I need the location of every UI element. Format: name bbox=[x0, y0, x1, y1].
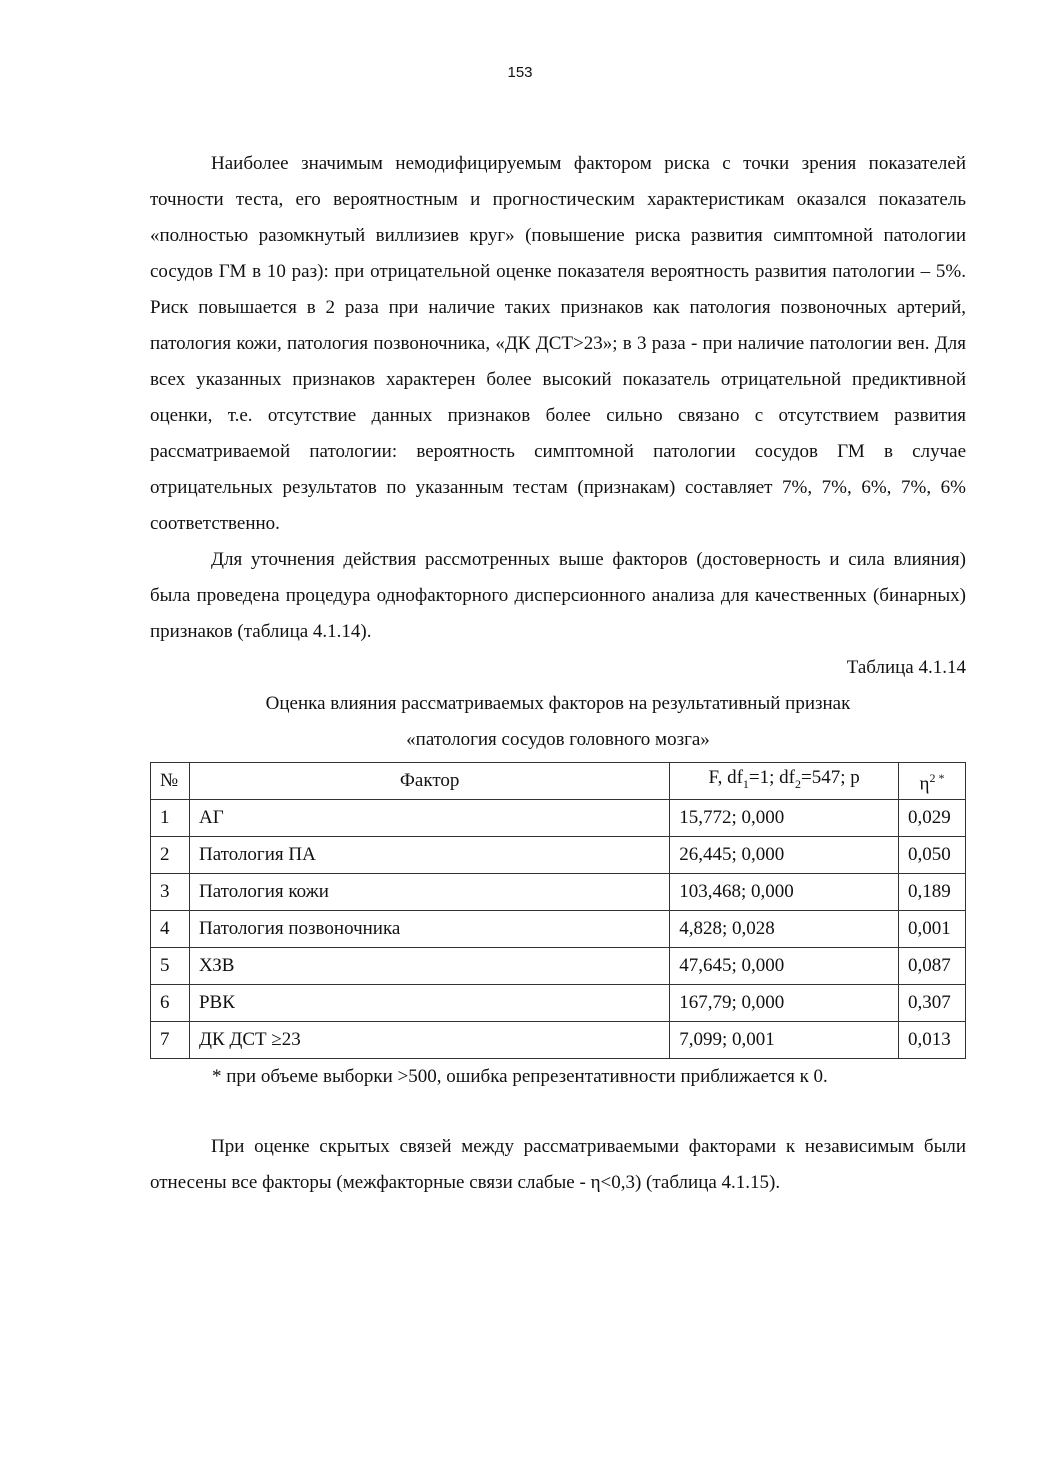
cell-eta-value: 0,029 bbox=[898, 800, 965, 837]
cell-factor: ДК ДСТ ≥23 bbox=[189, 1022, 669, 1059]
cell-num: 3 bbox=[151, 874, 190, 911]
cell-num: 2 bbox=[151, 837, 190, 874]
table-row bbox=[151, 800, 966, 837]
paragraph-hidden-links: При оценке скрытых связей между рассматриваемыми факторами к независимым были отнесены все факторы (межфакторные связи слабые - η<0,3) (таблица 4.1.15). bbox=[150, 1136, 966, 1193]
table-caption-line1: Оценка влияния рассматриваемых факторов на результативный признак bbox=[265, 693, 851, 714]
header-f-sub2: 2 bbox=[794, 776, 801, 791]
table-number: Таблица 4.1.14 bbox=[846, 657, 966, 678]
table-footnote: * при объеме выборки >500, ошибка репрезентативности приближается к 0. bbox=[212, 1066, 828, 1087]
cell-eta-value: 0,001 bbox=[898, 911, 965, 948]
cell-f-value: 47,645; 0,000 bbox=[670, 948, 899, 985]
cell-factor: АГ bbox=[189, 800, 669, 837]
table-row bbox=[151, 1022, 966, 1059]
cell-num: 6 bbox=[151, 985, 190, 1022]
page-content bbox=[150, 146, 966, 1201]
cell-num: 7 bbox=[151, 1022, 190, 1059]
table-row bbox=[151, 948, 966, 985]
header-f-prefix: F, df bbox=[708, 767, 743, 789]
table-row bbox=[151, 874, 966, 911]
cell-num: 5 bbox=[151, 948, 190, 985]
paragraph-risk-factors: Наиболее значимым немодифицируемым фактором риска с точки зрения показателей точности теста, его вероятностным и прогностическим характеристикам оказался показатель «полностью разомкнутый виллизиев круг» (повышение риска развития симптомной патологии сосудов ГМ в 10 раз): при отрицательной оценке показателя вероятность развития патологии – 5%. Риск повышается в 2 раза при наличие таких признаков как патология позвоночных артерий, патология кожи, патология позвоночника, «ДК ДСТ>23»; в 3 раза - при наличие патологии вен. Для всех указанных признаков характерен более высокий показатель отрицательной предиктивной оценки, т.е. отсутствие данных признаков более сильно связано с отсутствием развития рассматриваемой патологии: вероятность симптомной патологии сосудов ГМ в случае отрицательных результатов по указанным тестам (признакам) составляет 7%, 7%, 6%, 7%, 6% соответственно. bbox=[150, 153, 966, 534]
table-row bbox=[151, 911, 966, 948]
cell-eta-value: 0,050 bbox=[898, 837, 965, 874]
page-number: 153 bbox=[507, 64, 533, 81]
table-caption-line2: «патология сосудов головного мозга» bbox=[406, 729, 710, 750]
cell-factor: Патология позвоночника bbox=[189, 911, 669, 948]
header-eta bbox=[898, 763, 965, 800]
header-f-suffix: =547; p bbox=[800, 767, 860, 789]
header-num: № bbox=[151, 763, 190, 800]
header-f-sub1: 1 bbox=[742, 776, 749, 791]
cell-f-value: 7,099; 0,001 bbox=[670, 1022, 899, 1059]
header-eta-sup: 2 * bbox=[929, 770, 945, 785]
cell-f-value: 103,468; 0,000 bbox=[670, 874, 899, 911]
table-row bbox=[151, 837, 966, 874]
cell-eta-value: 0,189 bbox=[898, 874, 965, 911]
table-header-row bbox=[151, 763, 966, 800]
header-f-statistic bbox=[670, 763, 899, 800]
table-row bbox=[151, 985, 966, 1022]
cell-num: 1 bbox=[151, 800, 190, 837]
cell-f-value: 167,79; 0,000 bbox=[670, 985, 899, 1022]
cell-eta-value: 0,087 bbox=[898, 948, 965, 985]
header-factor: Фактор bbox=[189, 763, 669, 800]
header-eta-symbol: η bbox=[919, 773, 930, 795]
cell-f-value: 26,445; 0,000 bbox=[670, 837, 899, 874]
header-f-mid: =1; df bbox=[748, 767, 795, 789]
cell-eta-value: 0,307 bbox=[898, 985, 965, 1022]
cell-factor: ХЗВ bbox=[189, 948, 669, 985]
cell-factor: Патология кожи bbox=[189, 874, 669, 911]
paragraph-anova-intro: Для уточнения действия рассмотренных выше факторов (достоверность и сила влияния) была проведена процедура однофакторного дисперсионного анализа для качественных (бинарных) признаков (таблица 4.1.14). bbox=[150, 549, 966, 642]
cell-factor: РВК bbox=[189, 985, 669, 1022]
cell-eta-value: 0,013 bbox=[898, 1022, 965, 1059]
cell-f-value: 4,828; 0,028 bbox=[670, 911, 899, 948]
factor-table bbox=[150, 762, 966, 1059]
cell-f-value: 15,772; 0,000 bbox=[670, 800, 899, 837]
cell-num: 4 bbox=[151, 911, 190, 948]
cell-factor: Патология ПА bbox=[189, 837, 669, 874]
